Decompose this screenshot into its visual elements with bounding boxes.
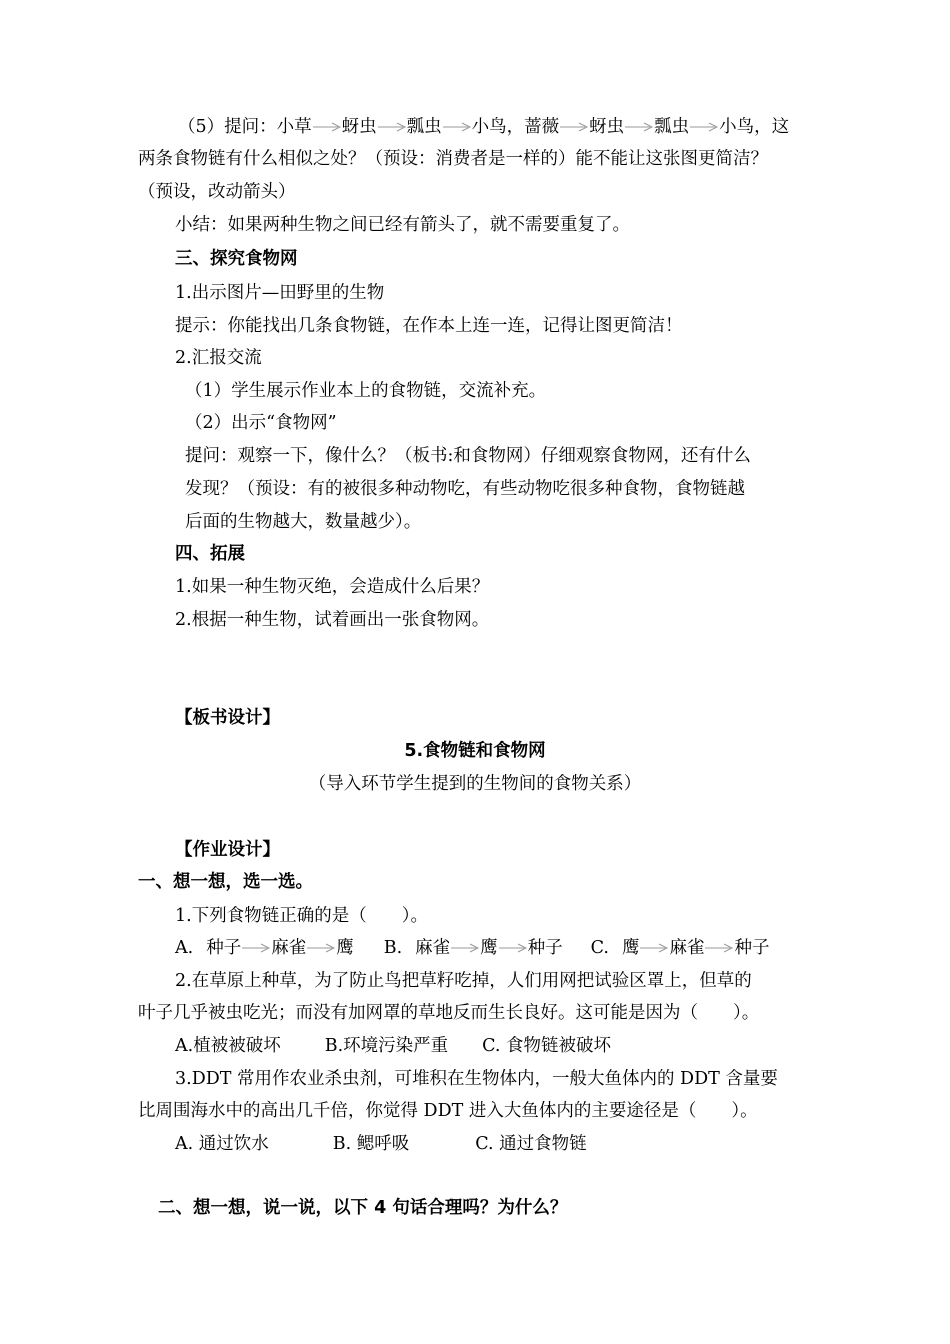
list-item: 2.根据一种生物，试着画出一张食物网。 [175, 610, 490, 630]
option-text: C. 通过食物链 [475, 1134, 587, 1154]
arrow-icon [624, 115, 654, 139]
board-title: 5.食物链和食物网 [404, 741, 546, 761]
q3-options [175, 1132, 587, 1156]
option-label: A. [175, 938, 194, 958]
paragraph-line: 两条食物链有什么相似之处？（预设：消费者是一样的）能不能让这张图更简洁？ [138, 149, 768, 169]
chain-organism: 麻雀 [271, 938, 307, 958]
paragraph-line: 后面的生物越大，数量越少）。 [185, 512, 422, 532]
chain-organism: 麻雀 [415, 938, 451, 958]
arrow-icon [442, 115, 472, 139]
chain-organism: 蚜虫 [341, 117, 377, 137]
chain-organism: 种子 [527, 938, 563, 958]
question-prefix: （5）提问： [178, 117, 277, 137]
question-text: 叶子几乎被虫吃光；而没有加网罩的草地反而生长良好。这可能是因为（ ）。 [138, 1003, 760, 1023]
chain-organism: 种子 [734, 938, 770, 958]
part-heading: 二、想一想，说一说，以下 4 句话合理吗？为什么？ [158, 1198, 568, 1218]
question-text: 2.在草原上种草，为了防止鸟把草籽吃掉，人们用网把试验区罩上，但草的 [175, 971, 752, 991]
question-text: 3.DDT 常用作农业杀虫剂，可堆积在生物体内，一般大鱼体内的 DDT 含量要 [175, 1069, 778, 1089]
arrow-icon [639, 936, 669, 960]
option-label: C. [590, 938, 609, 958]
arrow-icon [689, 115, 719, 139]
food-chain-question-line [178, 115, 789, 139]
arrow-icon [559, 115, 589, 139]
chain-organism: 瓢虫 [654, 117, 690, 137]
chain-organism: 麻雀 [669, 938, 705, 958]
list-item: 2.汇报交流 [175, 348, 262, 368]
list-item: 1.出示图片—田野里的生物 [175, 283, 385, 303]
arrow-icon [306, 936, 336, 960]
option-text: A. 通过饮水 [175, 1134, 269, 1154]
question-suffix: ，这 [754, 117, 790, 137]
chain-organism: 蚜虫 [589, 117, 625, 137]
arrow-icon [241, 936, 271, 960]
sub-item: （1）学生展示作业本上的食物链，交流补充。 [185, 381, 547, 401]
chain-organism: 瓢虫 [406, 117, 442, 137]
homework-heading: 【作业设计】 [175, 840, 280, 860]
list-item: 1.如果一种生物灭绝，会造成什么后果？ [175, 577, 490, 597]
chain-organism: 鹰 [336, 938, 354, 958]
section-heading: 四、拓展 [175, 544, 245, 564]
summary-text: 小结：如果两种生物之间已经有箭头了，就不需要重复了。 [175, 215, 630, 235]
section-heading: 三、探究食物网 [175, 249, 298, 269]
option-text: C. 食物链被破坏 [482, 1036, 612, 1056]
option-text: B.环境污染严重 [324, 1036, 449, 1056]
paragraph-line: 发现？（预设：有的被很多种动物吃，有些动物吃很多种食物，食物链越 [185, 479, 745, 499]
chain-organism: 蔷薇 [524, 117, 560, 137]
q1-options [175, 936, 769, 960]
chain-organism: 小草 [276, 117, 312, 137]
chain-separator: ， [506, 117, 525, 137]
paragraph-line: （预设，改动箭头） [138, 182, 296, 202]
arrow-icon [704, 936, 734, 960]
question-text: 1.下列食物链正确的是（ ）。 [175, 906, 428, 926]
board-heading: 【板书设计】 [175, 708, 280, 728]
option-text: B. 鳃呼吸 [332, 1134, 410, 1154]
chain-organism: 鹰 [621, 938, 640, 958]
arrow-icon [377, 115, 407, 139]
arrow-icon [450, 936, 480, 960]
arrow-icon [498, 936, 528, 960]
board-subtitle: （导入环节学生提到的生物间的食物关系） [308, 774, 642, 794]
question-text: 比周围海水中的高出几千倍，你觉得 DDT 进入大鱼体内的主要途径是（ ）。 [138, 1101, 758, 1121]
sub-item: （2）出示“食物网” [185, 413, 337, 433]
arrow-icon [312, 115, 342, 139]
chain-organism: 小鸟 [719, 117, 755, 137]
chain-organism: 小鸟 [471, 117, 507, 137]
option-text: A.植被被破坏 [175, 1036, 281, 1056]
part-heading: 一、想一想，选一选。 [138, 872, 313, 892]
chain-organism: 种子 [206, 938, 242, 958]
chain-organism: 鹰 [480, 938, 498, 958]
option-label: B. [383, 938, 403, 958]
hint-text: 提示：你能找出几条食物链，在作本上连一连，记得让图更简洁！ [175, 316, 683, 336]
q2-options [175, 1034, 611, 1058]
paragraph-line: 提问：观察一下，像什么？（板书:和食物网）仔细观察食物网，还有什么 [185, 446, 751, 466]
